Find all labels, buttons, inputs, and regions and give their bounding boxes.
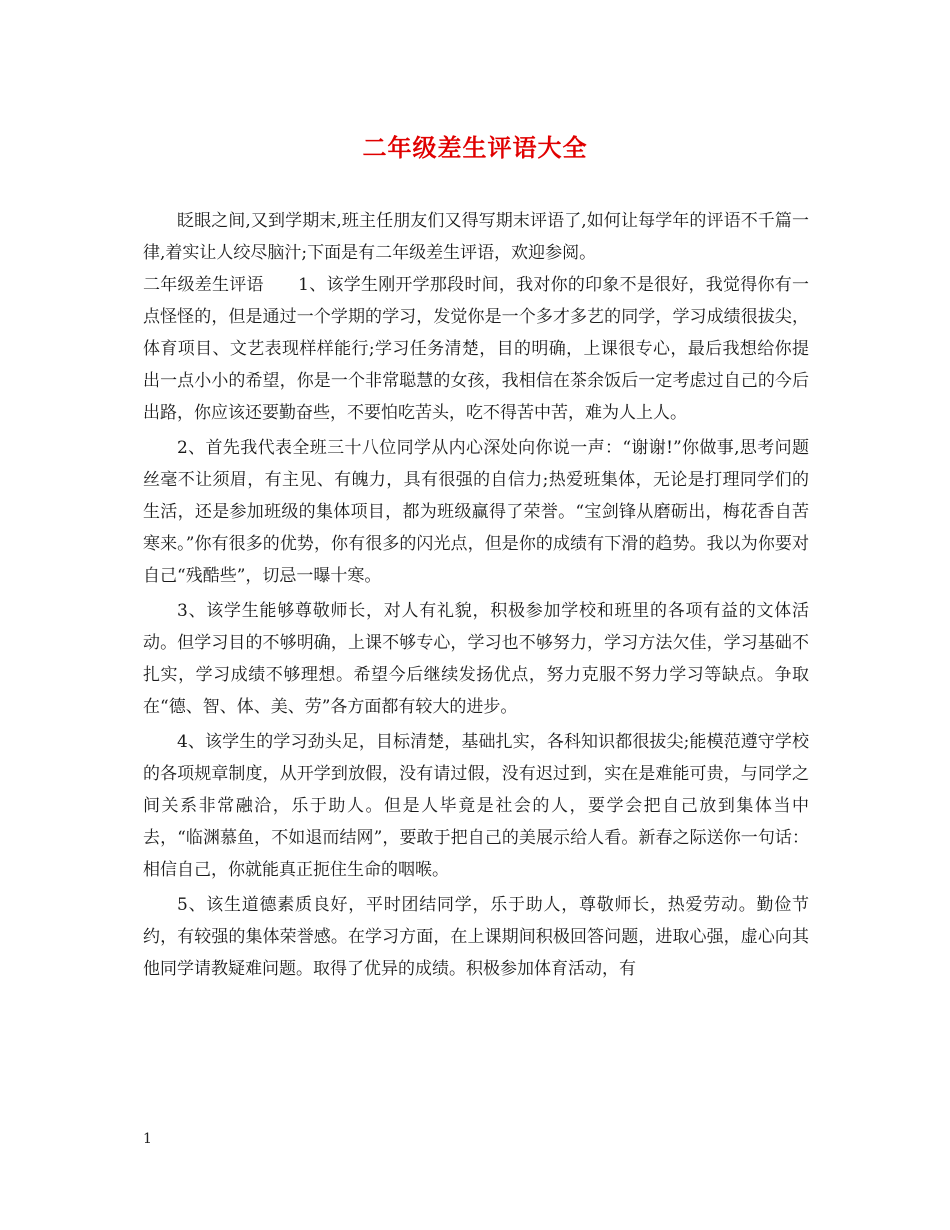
- comment-paragraph-2: 2、首先我代表全班三十八位同学从内心深处向你说一声：“谢谢!”你做事,思考问题丝毫不让须眉，有主见、有魄力，具有很强的自信力;热爱班集体，无论是打理同学们的生活，还是参加班级的集体项目，都为班级赢得了荣誉。“宝剑锋从磨砺出，梅花香自苦寒来。”你有很多的优势，你有很多的闪光点，但是你的成绩有下滑的趋势。我以为你要对自己“残酷些”，切忌一曝十寒。: [143, 438, 809, 586]
- document-body: [143, 205, 809, 985]
- comment-paragraph-1: 二年级差生评语 1、该学生刚开学那段时间，我对你的印象不是很好，我觉得你有一点怪怪的，但是通过一个学期的学习，发觉你是一个多才多艺的同学，学习成绩很拔尖，体育项目、文艺表现样样能行;学习任务清楚，目的明确，上课很专心，最后我想给你提出一点小小的希望，你是一个非常聪慧的女孩，我相信在茶余饭后一定考虑过自己的今后出路，你应该还要勤奋些，不要怕吃苦头，吃不得苦中苦，难为人上人。: [143, 275, 809, 423]
- comment-paragraph-3: 3、该学生能够尊敬师长，对人有礼貌，积极参加学校和班里的各项有益的文体活动。但学习目的不够明确，上课不够专心，学习也不够努力，学习方法欠佳，学习基础不扎实，学习成绩不够理想。希望今后继续发扬优点，努力克服不努力学习等缺点。争取在“德、智、体、美、劳”各方面都有较大的进步。: [143, 601, 809, 717]
- intro-paragraph: 眨眼之间,又到学期末,班主任朋友们又得写期末评语了,如何让每学年的评语不千篇一律,着实让人绞尽脑汁;下面是有二年级差生评语，欢迎参阅。: [143, 211, 809, 263]
- comment-paragraph-4: 4、该学生的学习劲头足，目标清楚，基础扎实，各科知识都很拔尖;能模范遵守学校的各项规章制度，从开学到放假，没有请过假，没有迟过到，实在是难能可贵，与同学之间关系非常融洽，乐于助人。但是人毕竟是社会的人，要学会把自己放到集体当中去，“临渊慕鱼，不如退而结网”，要敢于把自己的美展示给人看。新春之际送你一句话：相信自己，你就能真正扼住生命的咽喉。: [143, 732, 809, 880]
- comment-paragraph-5: 5、该生道德素质良好，平时团结同学，乐于助人，尊敬师长，热爱劳动。勤俭节约，有较强的集体荣誉感。在学习方面，在上课期间积极回答问题，进取心强，虚心向其他同学请教疑难问题。取得了优异的成绩。积极参加体育活动，有: [143, 895, 809, 979]
- document-title: 二年级差生评语大全: [362, 133, 588, 162]
- page-number: 1: [143, 1131, 152, 1147]
